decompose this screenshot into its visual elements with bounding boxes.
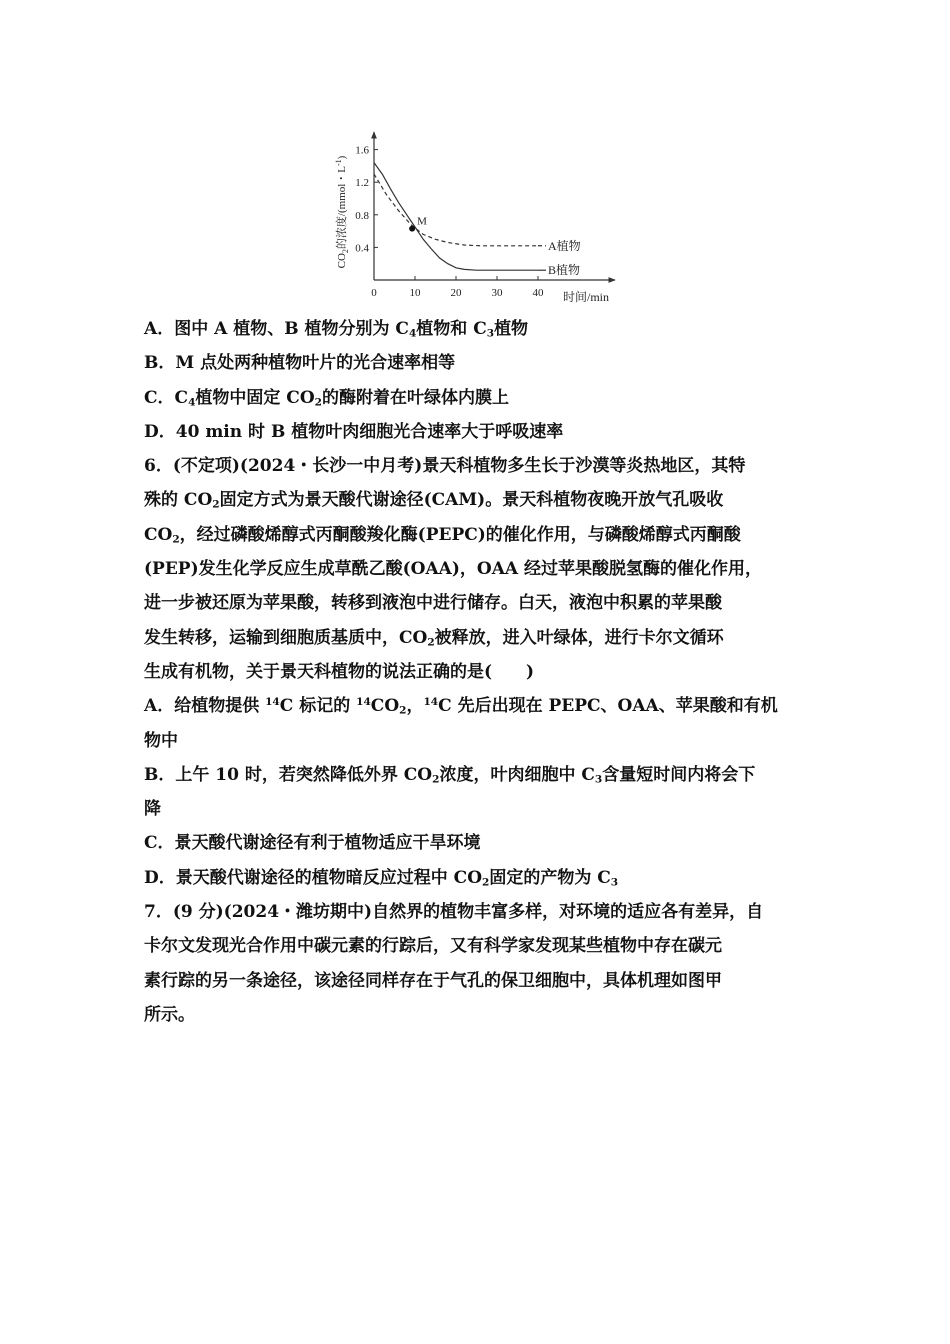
subscript: 2 — [427, 636, 435, 649]
text-run: 6．(不定项)(2024・长沙一中月考)景天科植物多生长于沙漠等炎热地区，其特 — [144, 456, 746, 477]
text-run: 固定的产物为 C — [489, 867, 611, 888]
text-run: 殊的 CO — [144, 490, 213, 511]
text-run: A．图中 A 植物、B 植物分别为 C — [144, 319, 409, 339]
text-run: C 标记的 — [279, 696, 357, 717]
text-run: (PEP)发生化学反应生成草酰乙酸(OAA)，OAA 经过苹果酸脱氢酶的催化作用， — [144, 559, 762, 580]
subscript: 2 — [314, 396, 322, 409]
x-tick-label: 0 — [371, 287, 377, 299]
text-line — [144, 483, 824, 517]
text-run: C 先后出现在 PEPC、OAA、苹果酸和有机 — [438, 696, 778, 717]
text-line — [144, 586, 824, 620]
text-run: B．上午 10 时，若突然降低外界 CO — [144, 764, 433, 785]
subscript: 3 — [610, 876, 619, 889]
text-line — [144, 929, 824, 963]
y-tick-label: 1.6 — [355, 144, 369, 157]
y-tick-label: 0.4 — [355, 242, 369, 255]
y-axis-label: $CO_2$的浓度/(mmol・$L^{-1}$) — [334, 155, 350, 269]
text-run: 的酶附着在叶绿体内膜上 — [321, 387, 509, 408]
text-run: C．景天酸代谢途径有利于植物适应干旱环境 — [144, 833, 481, 854]
text-line — [144, 449, 824, 483]
text-run: ， — [406, 696, 424, 717]
text-line — [144, 312, 824, 346]
subscript: 4 — [408, 327, 417, 340]
co2-concentration-chart — [318, 122, 620, 310]
text-line — [144, 964, 824, 998]
y-tick-label: 1.2 — [355, 177, 369, 190]
subscript: 2 — [212, 499, 220, 512]
text-run: 生成有机物，关于景天科植物的说法正确的是( ) — [144, 661, 535, 682]
text-run: 物中 — [144, 730, 178, 751]
subscript: 3 — [486, 327, 495, 340]
x-axis-label: 时间/min — [562, 290, 610, 304]
text-run: 植物和 C — [416, 319, 487, 339]
text-run: 植物中固定 CO — [195, 387, 315, 408]
text-run: 降 — [144, 799, 161, 820]
text-run: 素行踪的另一条途径，该途径同样存在于气孔的保卫细胞中，具体机理如图甲 — [144, 970, 722, 991]
text-run: 进一步被还原为苹果酸，转移到液泡中进行储存。白天，液泡中积累的苹果酸 — [144, 593, 722, 614]
text-run: CO — [370, 696, 400, 717]
text-run: 发生转移，运输到细胞质基质中，CO — [144, 627, 428, 648]
text-run: 浓度，叶肉细胞中 C — [439, 764, 595, 785]
text-line — [144, 861, 824, 895]
text-line — [144, 758, 824, 792]
text-run: 植物 — [494, 319, 529, 339]
x-tick-label: 10 — [409, 287, 421, 299]
text-line — [144, 415, 824, 449]
series-line-0 — [374, 174, 538, 246]
text-run: 卡尔文发现光合作用中碳元素的行踪后，又有科学家发现某些植物中存在碳元 — [144, 936, 722, 957]
text-run: 所示。 — [144, 1004, 195, 1025]
point-m-label: M — [417, 215, 427, 228]
text-run: B．M 点处两种植物叶片的光合速率相等 — [144, 353, 456, 374]
text-line — [144, 689, 824, 723]
subscript: 3 — [594, 773, 603, 786]
text-line — [144, 346, 824, 380]
y-tick-label: 0.8 — [355, 209, 369, 222]
x-tick-label: 40 — [532, 287, 544, 299]
text-line — [144, 792, 824, 826]
text-run: D．40 min 时 B 植物叶肉细胞光合速率大于呼吸速率 — [144, 421, 564, 442]
text-run: 7．(9 分)(2024・潍坊期中)自然界的植物丰富多样，对环境的适应各有差异，自 — [144, 902, 764, 923]
subscript: 2 — [482, 876, 490, 889]
point-m — [409, 226, 415, 232]
text-line — [144, 998, 824, 1032]
text-line — [144, 381, 824, 415]
superscript: 14 — [356, 696, 371, 709]
series-line-1 — [374, 163, 538, 271]
text-line — [144, 518, 824, 552]
superscript: 14 — [423, 696, 439, 709]
subscript: 2 — [432, 773, 440, 786]
text-run: 固定方式为景天酸代谢途径(CAM)。景天科植物夜晚开放气孔吸收 — [219, 490, 724, 511]
series-label: A植物 — [548, 238, 581, 253]
subscript: 4 — [188, 396, 196, 409]
text-line — [144, 724, 824, 758]
text-run: A．给植物提供 — [144, 696, 266, 717]
text-run: D．景天酸代谢途径的植物暗反应过程中 CO — [144, 867, 482, 888]
question-text — [144, 312, 824, 1032]
text-run: 被释放，进入叶绿体，进行卡尔文循环 — [434, 627, 724, 648]
series-label: B植物 — [548, 263, 581, 278]
text-line — [144, 552, 824, 586]
text-run: 含量短时间内将会下 — [602, 764, 756, 785]
subscript: 2 — [399, 704, 407, 717]
x-tick-label: 30 — [491, 287, 503, 299]
subscript: 2 — [172, 533, 180, 546]
text-line — [144, 895, 824, 929]
superscript: 14 — [265, 696, 280, 709]
text-run: ，经过磷酸烯醇式丙酮酸羧化酶(PEPC)的催化作用，与磷酸烯醇式丙酮酸 — [179, 524, 741, 545]
x-tick-label: 20 — [450, 287, 462, 299]
text-line — [144, 655, 824, 689]
text-line — [144, 826, 824, 860]
text-line — [144, 621, 824, 655]
text-run: C．C — [144, 387, 189, 408]
text-run: CO — [144, 524, 173, 545]
